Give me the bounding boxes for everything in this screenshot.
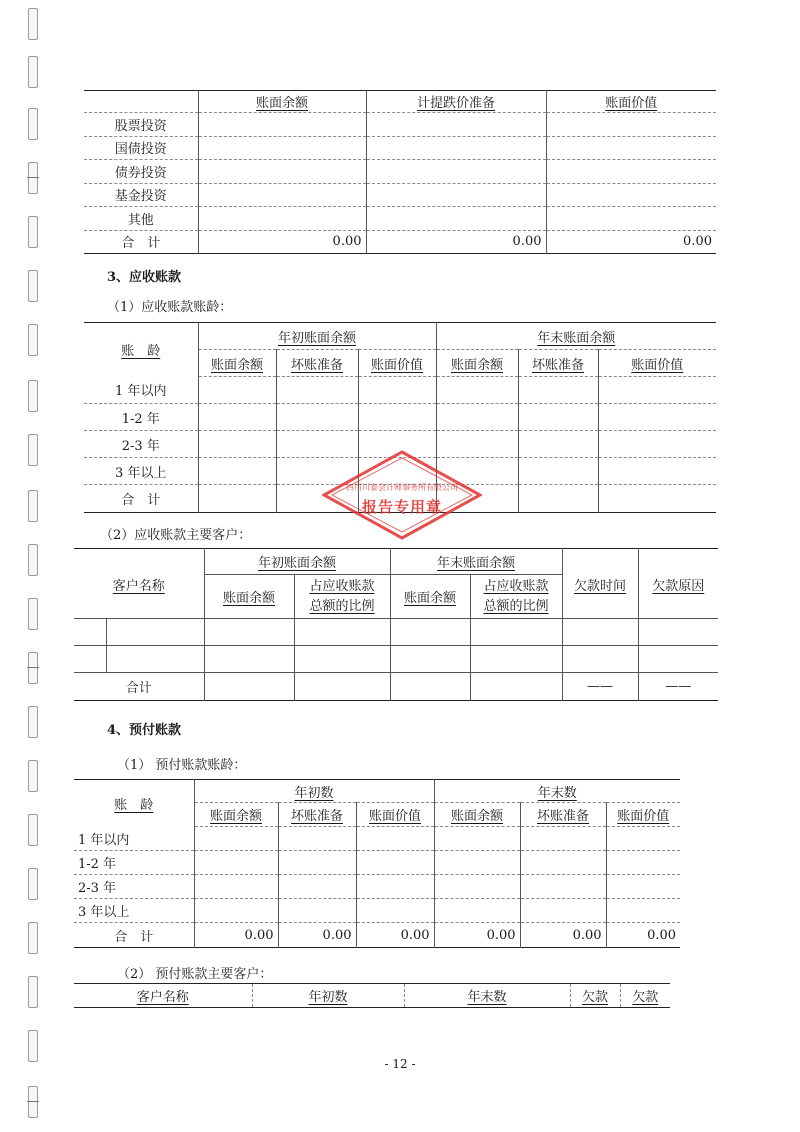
total-value: 0.00 <box>606 923 680 948</box>
cell <box>546 113 716 137</box>
corner-cell <box>84 91 198 113</box>
binding-hole <box>28 434 38 466</box>
subsection-title: （2） 预付账款主要客户： <box>117 967 273 982</box>
sub-header: 账面价值 <box>631 357 684 373</box>
subsection-title: （1） 预付账款账龄： <box>117 758 247 773</box>
sub-header: 账面价值 <box>617 809 670 824</box>
prepayments-customers-table <box>74 983 670 1008</box>
owe-reason-header: 欠款原因 <box>652 579 705 594</box>
row-label: 债券投资 <box>84 160 198 184</box>
total-value: 0.00 <box>198 230 366 253</box>
col-header: 欠款 <box>632 990 659 1005</box>
col-header: 账面价值 <box>605 96 658 111</box>
total-value: 0.00 <box>278 923 356 948</box>
sub-header-ratio-line1: 占应收账款 <box>309 578 375 594</box>
investment-table <box>84 90 716 254</box>
group-header-end: 年末账面余额 <box>437 556 516 571</box>
report-seal-stamp <box>322 450 482 540</box>
binding-hole <box>28 380 38 412</box>
binding-hole <box>28 108 38 140</box>
age-header: 账 龄 <box>114 797 154 813</box>
group-header-end: 年末数 <box>537 785 577 801</box>
cell <box>546 160 716 184</box>
sub-header: 坏账准备 <box>532 357 585 373</box>
row-label: 3 年以上 <box>74 899 194 923</box>
row-label: 2-3 年 <box>74 875 194 899</box>
row-label: 1-2 年 <box>74 851 194 875</box>
customer-name-header: 客户名称 <box>112 579 165 594</box>
total-value: 0.00 <box>546 230 716 253</box>
group-header-end: 年末账面余额 <box>537 330 616 346</box>
col-header: 账面余额 <box>255 96 308 111</box>
owe-time-header: 欠款时间 <box>574 579 627 594</box>
row-label: 3 年以上 <box>84 458 198 485</box>
total-label: 合 计 <box>121 493 161 508</box>
binding-hole <box>28 56 38 88</box>
total-dash: —— <box>638 673 718 701</box>
stamp-line1: 四川川泰会计师事务所有限公司 <box>346 483 458 492</box>
receivables-customers-table <box>74 548 718 701</box>
total-value: 0.00 <box>520 923 606 948</box>
row-label: 国债投资 <box>84 136 198 160</box>
cell <box>198 113 366 137</box>
sub-header: 账面余额 <box>451 357 504 373</box>
cell <box>546 207 716 231</box>
cell <box>198 136 366 160</box>
sub-header-balance: 账面余额 <box>223 591 276 606</box>
binding-hole <box>28 760 38 792</box>
binding-hole <box>28 324 38 356</box>
row-label: 其他 <box>84 207 198 231</box>
section-title: 3、应收账款 <box>107 270 182 285</box>
sub-header-balance: 账面余额 <box>404 591 457 606</box>
col-header: 年初数 <box>308 990 348 1005</box>
row-label: 股票投资 <box>84 113 198 137</box>
cell <box>198 207 366 231</box>
sub-header: 账面余额 <box>210 357 263 373</box>
sub-header: 坏账准备 <box>290 357 343 373</box>
binding-hole <box>28 216 38 248</box>
binding-hole <box>28 8 38 40</box>
binding-hole <box>28 490 38 522</box>
binding-hole <box>28 1086 38 1118</box>
row-label: 1-2 年 <box>84 404 198 431</box>
section-title: 4、预付账款 <box>107 723 182 738</box>
binding-hole <box>28 922 38 954</box>
cell <box>198 183 366 207</box>
subsection-title: （1）应收账款账龄： <box>107 300 233 315</box>
cell <box>366 207 546 231</box>
age-header: 账 龄 <box>121 344 161 360</box>
total-value: 0.00 <box>366 230 546 253</box>
cell <box>198 160 366 184</box>
binding-hole <box>28 814 38 846</box>
cell <box>546 136 716 160</box>
total-value: 0.00 <box>434 923 520 948</box>
binding-hole <box>28 162 38 194</box>
cell <box>546 183 716 207</box>
binding-hole <box>28 598 38 630</box>
group-header-begin: 年初账面余额 <box>258 556 337 571</box>
col-header: 欠款 <box>581 990 608 1005</box>
binding-hole <box>28 868 38 900</box>
stamp-line2: 报告专用章 <box>361 498 443 516</box>
binding-holes <box>22 0 42 1132</box>
group-header-begin: 年初数 <box>294 785 334 801</box>
binding-hole <box>28 652 38 684</box>
page-number: - 12 - <box>384 1057 416 1071</box>
sub-header: 账面余额 <box>209 809 262 824</box>
sub-header: 坏账准备 <box>537 809 590 824</box>
col-header: 计提跌价准备 <box>416 96 495 111</box>
row-label: 2-3 年 <box>84 431 198 458</box>
cell <box>366 136 546 160</box>
binding-hole <box>28 544 38 576</box>
sub-header: 账面价值 <box>369 809 422 824</box>
col-header: 年末数 <box>467 990 507 1005</box>
sub-header-ratio-line2: 总额的比例 <box>309 598 375 614</box>
col-header: 客户名称 <box>136 990 189 1005</box>
total-label: 合计 <box>125 681 152 696</box>
total-value: 0.00 <box>194 923 278 948</box>
row-label: 1 年以内 <box>74 827 194 851</box>
sub-header: 坏账准备 <box>290 809 343 824</box>
sub-header-ratio-line2: 总额的比例 <box>483 598 549 614</box>
sub-header: 账面价值 <box>371 357 424 373</box>
row-label: 基金投资 <box>84 183 198 207</box>
total-value: 0.00 <box>356 923 434 948</box>
row-label: 1 年以内 <box>84 377 198 404</box>
binding-hole <box>28 270 38 302</box>
cell <box>366 160 546 184</box>
total-dash: —— <box>562 673 638 701</box>
sub-header: 账面余额 <box>451 809 504 824</box>
cell <box>366 113 546 137</box>
group-header-begin: 年初账面余额 <box>278 330 357 346</box>
cell <box>366 183 546 207</box>
binding-hole <box>28 706 38 738</box>
sub-header-ratio-line1: 占应收账款 <box>483 578 549 594</box>
total-label: 合 计 <box>114 929 154 945</box>
binding-hole <box>28 976 38 1008</box>
subsection-title: （2）应收账款主要客户： <box>100 528 252 543</box>
total-label: 合 计 <box>121 236 161 251</box>
prepayments-aging-table <box>74 779 680 948</box>
